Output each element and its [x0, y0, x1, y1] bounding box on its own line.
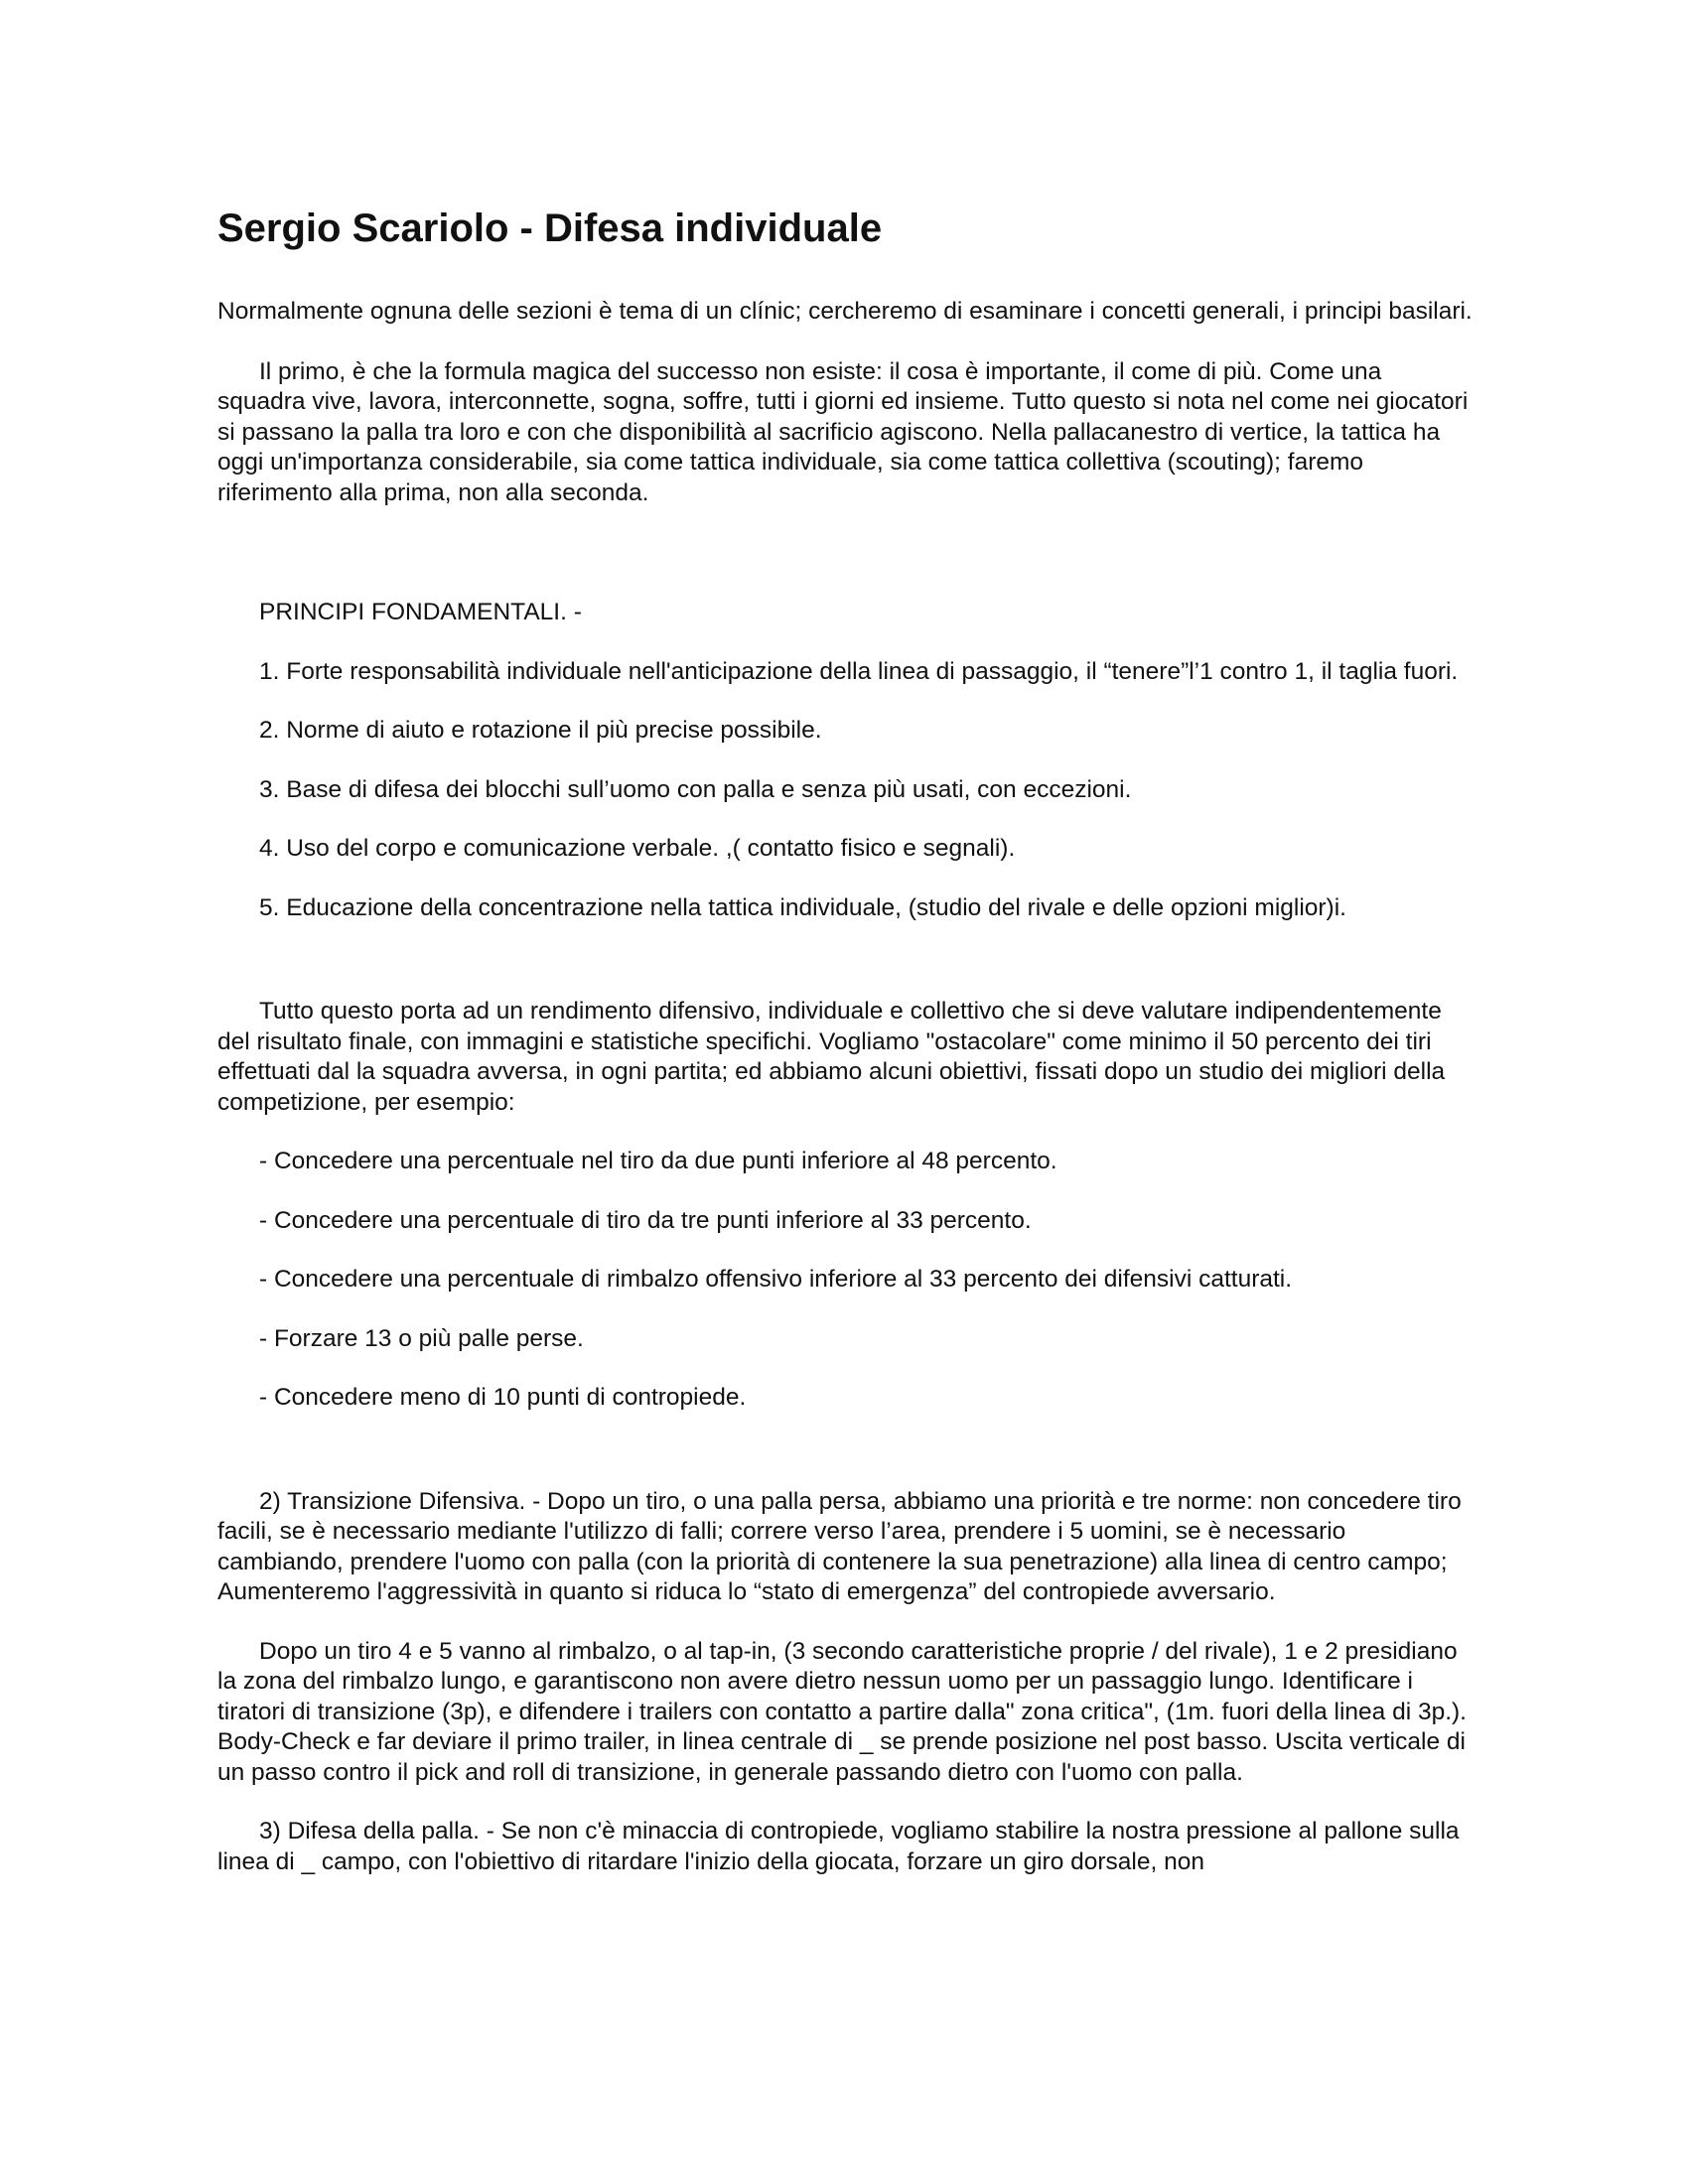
paragraph-defensive-transition: 2) Transizione Difensiva. - Dopo un tiro, o una palla persa, abbiamo una priorità e tre norme: non concedere tiro facili, se è necessario mediante l'utilizzo di falli; correre verso l’area, prendere i 5 uomini, se è necessario cambiando, prendere l'uomo con palla (con la priorità di contenere la sua penetrazione) alla linea di centro campo; Aumenteremo l'aggressività in quanto si riduca lo “stato di emergenza” del contropiede avversario. [217, 1487, 1462, 1605]
document-page [217, 204, 1474, 1877]
objective-item: - Forzare 13 o più palle perse. [259, 1324, 584, 1352]
paragraph-first-principle: Il primo, è che la formula magica del successo non esiste: il cosa è importante, il come di più. Come una squadra vive, lavora, interconnette, sogna, soffre, tutti i giorni ed insieme. Tutto questo si nota nel come nei giocatori si passano la palla tra loro e con che disponibilità al sacrificio agiscono. Nella pallacanestro di vertice, la tattica ha oggi un'importanza considerabile, sia come tattica individuale, sia come tattica collettiva (scouting); faremo riferimento alla prima, non alla seconda. [217, 357, 1469, 506]
paragraph-ball-defense: 3) Difesa della palla. - Se non c'è minaccia di contropiede, vogliamo stabilire la nostra pressione al pallone sulla linea di _ campo, con l'obiettivo di ritardare l'inizio della giocata, forzare un giro dorsale, non [217, 1818, 1460, 1875]
principle-item: 2. Norme di aiuto e rotazione il più precise possibile. [259, 717, 822, 744]
objective-item: - Concedere meno di 10 punti di contropiede. [259, 1384, 747, 1411]
intro-paragraph: Normalmente ognuna delle sezioni è tema di un clínic; cercheremo di esaminare i concetti generali, i principi basilari. [217, 298, 1473, 325]
paragraph-defensive-performance: Tutto questo porta ad un rendimento difensivo, individuale e collettivo che si deve valutare indipendentemente del risultato finale, con immagini e statistiche specifichi. Vogliamo "ostacolare" come minimo il 50 percento dei tiri effettuati dal la squadra avversa, in ogni partita; ed abbiamo alcuni obiettivi, fissati dopo un studio dei migliori della competizione, per esempio: [217, 998, 1446, 1116]
principles-heading: PRINCIPI FONDAMENTALI. - [259, 599, 582, 625]
principle-item: 3. Base di difesa dei blocchi sull’uomo con palla e senza più usati, con eccezioni. [259, 775, 1132, 803]
objective-item: - Concedere una percentuale di tiro da tre punti inferiore al 33 percento. [259, 1206, 1032, 1234]
paragraph-after-shot: Dopo un tiro 4 e 5 vanno al rimbalzo, o al tap-in, (3 secondo caratteristiche proprie / del rivale), 1 e 2 presidiano la zona del rimbalzo lungo, e garantiscono non avere dietro nessun uomo per un passaggio lungo. Identificare i tiratori di transizione (3p), e difendere i trailers con contatto a partire dalla" zona critica", (1m. fuori della linea di 3p.). Body-Check e far deviare il primo trailer, in linea centrale di _ se prende posizione nel post basso. Uscita verticale di un passo contro il pick and roll di transizione, in generale passando dietro con l'uomo con palla. [217, 1637, 1467, 1786]
principle-item: 5. Educazione della concentrazione nella tattica individuale, (studio del rivale e delle opzioni miglior)i. [259, 893, 1346, 921]
principle-item: 1. Forte responsabilità individuale nell'anticipazione della linea di passaggio, il “tenere”l’1 contro 1, il taglia fuori. [259, 657, 1459, 685]
document-title: Sergio Scariolo - Difesa individuale [217, 206, 883, 250]
principle-item: 4. Uso del corpo e comunicazione verbale. ,( contatto fisico e segnali). [259, 835, 1016, 862]
objective-item: - Concedere una percentuale nel tiro da due punti inferiore al 48 percento. [259, 1148, 1057, 1174]
objective-item: - Concedere una percentuale di rimbalzo offensivo inferiore al 33 percento dei difensivi catturati. [259, 1266, 1293, 1293]
